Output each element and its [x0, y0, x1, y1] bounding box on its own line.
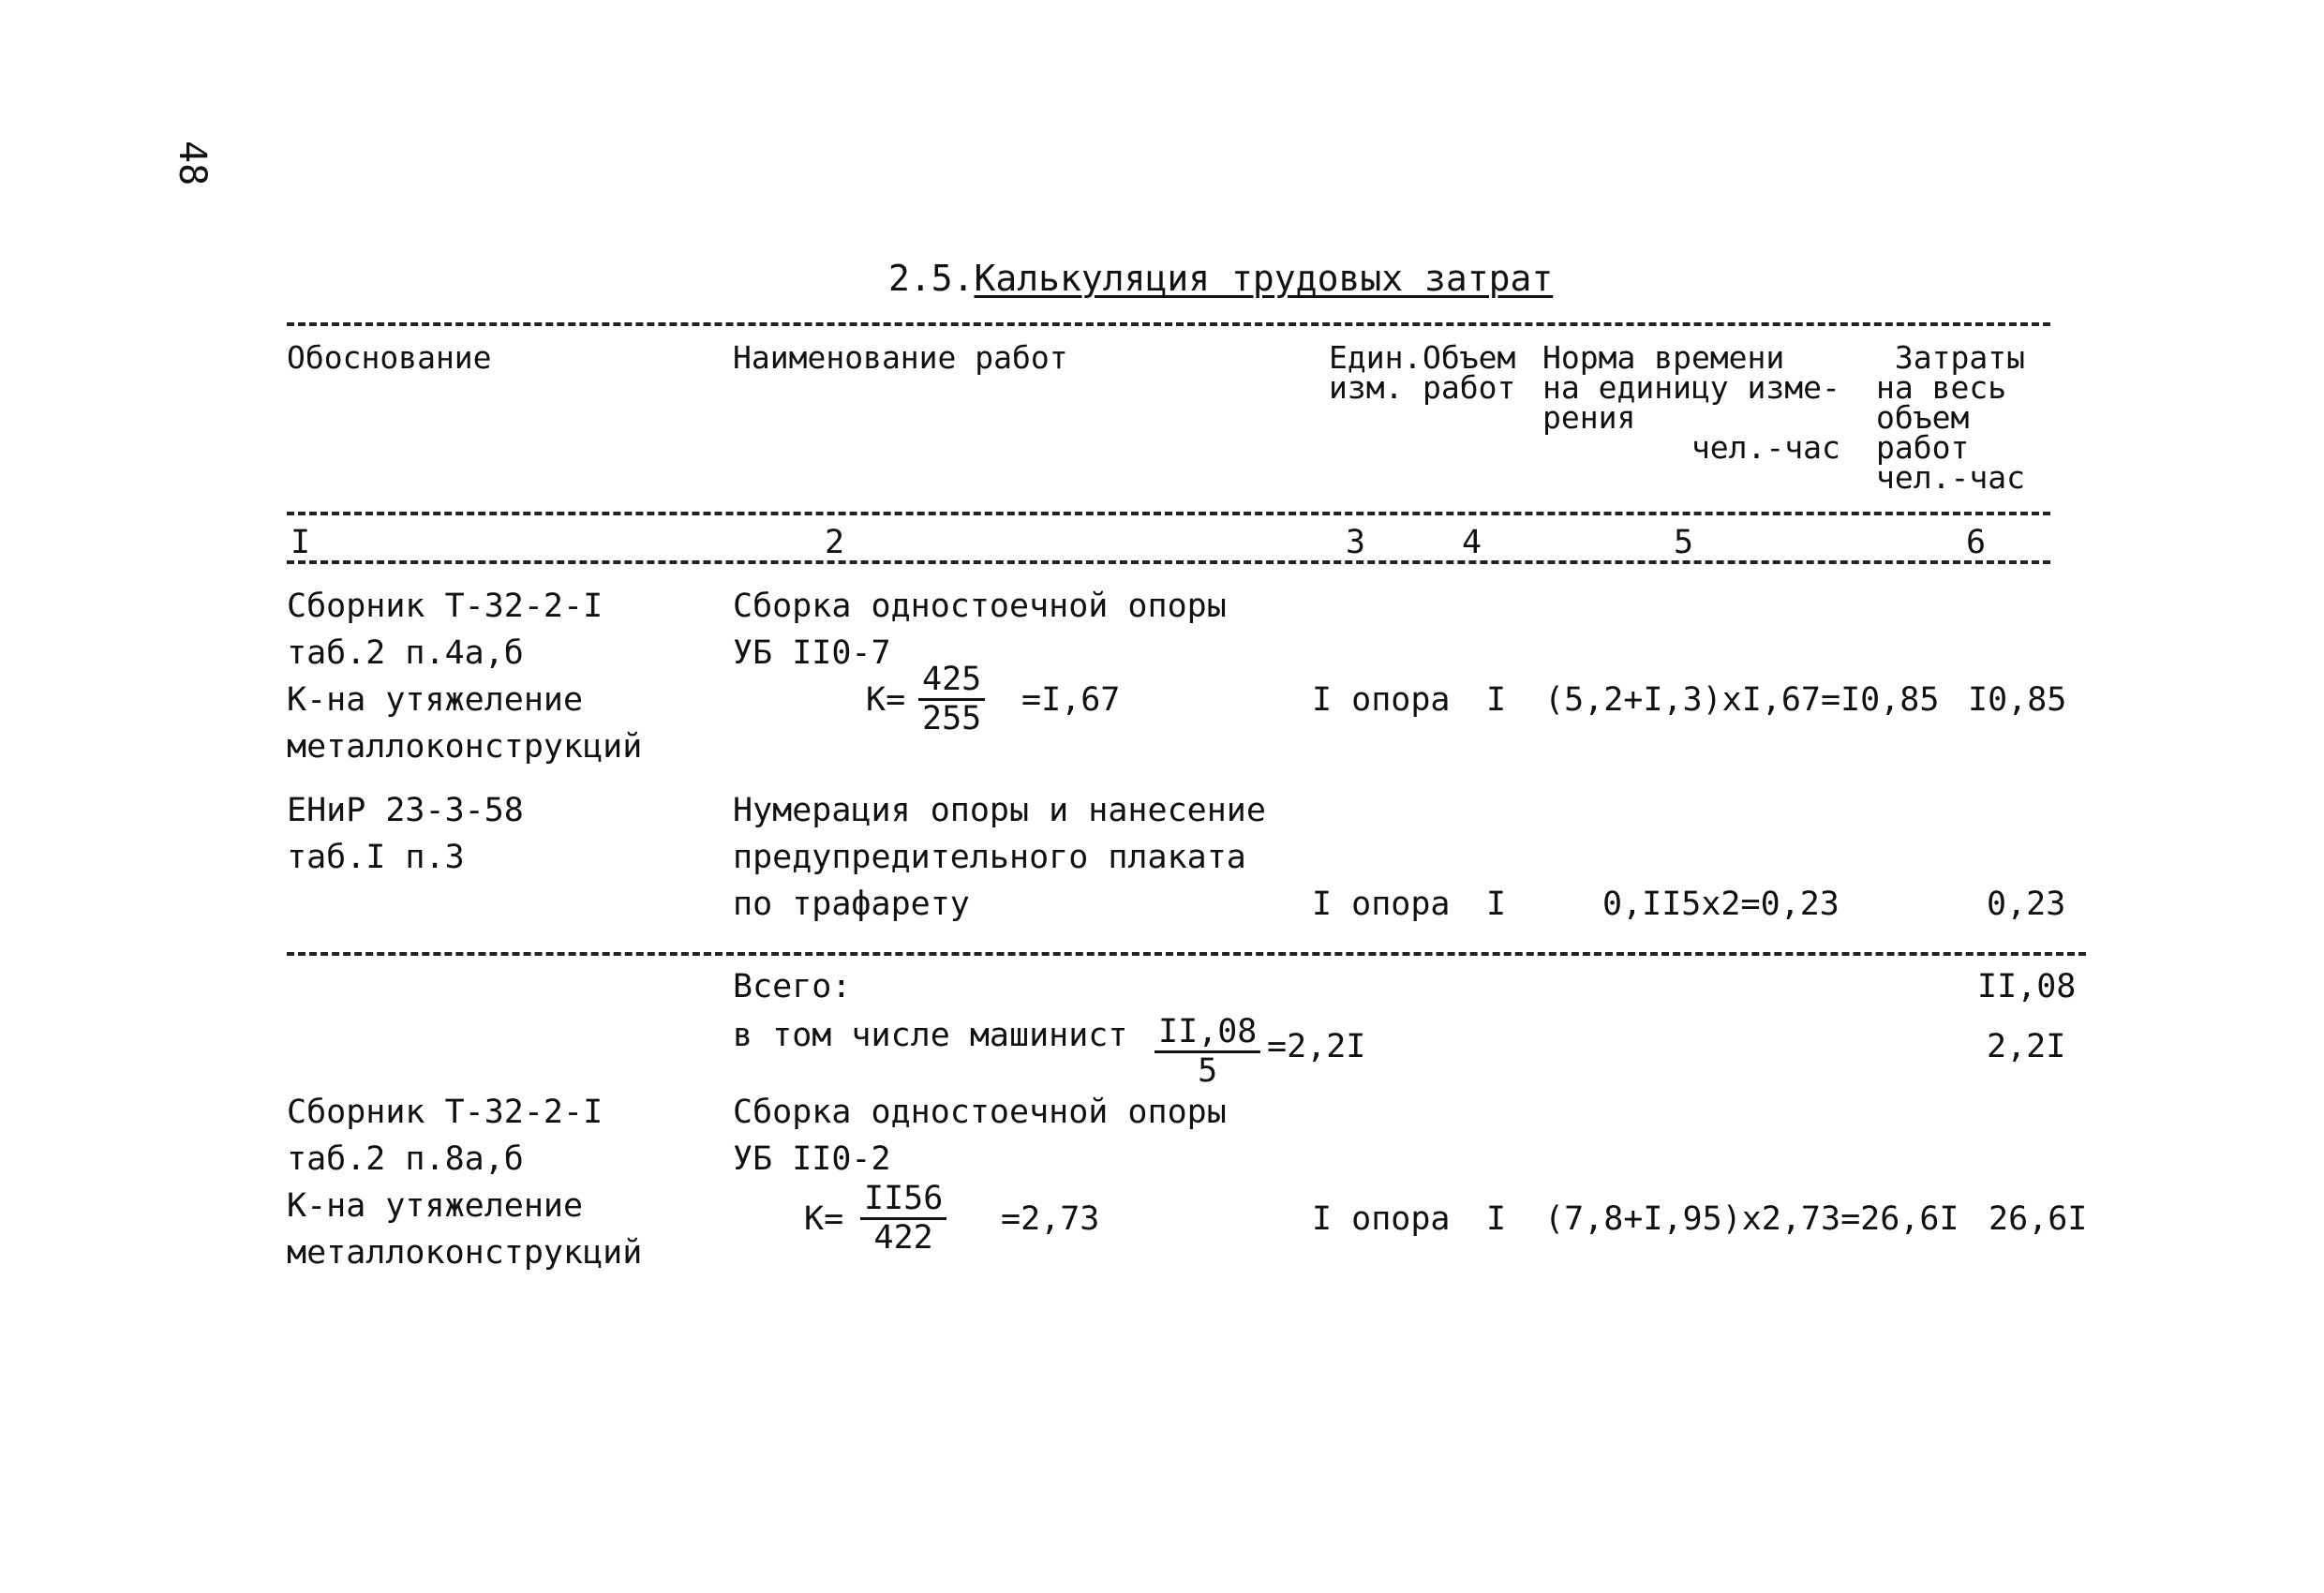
total-incl-label: в том числе машинист	[733, 1017, 1128, 1054]
row1-k-result: =I,67	[1021, 681, 1121, 719]
row3-work-2: УБ II0-2	[733, 1140, 891, 1178]
row3-k-numerator: II56	[860, 1183, 946, 1220]
row1-basis-2: таб.2 п.4а,б	[287, 634, 524, 672]
row1-basis-1: Сборник Т-32-2-I	[287, 588, 603, 625]
header-basis: Обоснование	[287, 339, 492, 376]
total-value: II,08	[1977, 968, 2077, 1005]
row3-k-fraction	[860, 1180, 946, 1257]
row1-unit: I опора	[1312, 681, 1451, 719]
header-cost: Затраты на весь объем работ чел.-час	[1876, 339, 2025, 496]
page-number: 48	[171, 141, 214, 186]
col-number-2: 2	[825, 524, 845, 561]
table-top-rule	[287, 322, 2050, 326]
row3-k-result: =2,73	[1001, 1200, 1100, 1238]
row3-k-denominator: 422	[873, 1219, 933, 1257]
row2-volume: I	[1486, 886, 1507, 923]
row3-k-label: К=	[804, 1200, 844, 1238]
row3-basis-1: Сборник Т-32-2-I	[287, 1094, 603, 1131]
row1-cost: I0,85	[1968, 681, 2067, 719]
total-incl-denominator: 5	[1198, 1052, 1218, 1090]
row1-basis-4: металлоконструкций	[287, 728, 643, 766]
total-incl-fraction	[1155, 1013, 1260, 1090]
row1-basis-3: К-на утяжеление	[287, 681, 584, 719]
row1-k-numerator: 425	[918, 663, 985, 701]
row3-work-1: Сборка одностоечной опоры	[733, 1094, 1227, 1131]
col-number-4: 4	[1462, 524, 1482, 561]
col-number-1: I	[290, 524, 311, 561]
section-title-text: Калькуляция трудовых затрат	[974, 258, 1554, 299]
total-rule	[287, 952, 2086, 956]
row3-volume: I	[1486, 1200, 1507, 1238]
header-norm: Норма времени на единицу изме- рения чел.-час	[1542, 339, 1840, 466]
row2-cost: 0,23	[1987, 886, 2066, 923]
header-rule	[287, 512, 2050, 515]
total-incl-result: =2,2I	[1267, 1028, 1366, 1065]
header-volume: Объем работ	[1423, 339, 1516, 406]
row3-unit: I опора	[1312, 1200, 1451, 1238]
row1-k-denominator: 255	[922, 700, 982, 737]
total-incl-numerator: II,08	[1155, 1016, 1260, 1053]
row2-norm: 0,II5x2=0,23	[1602, 886, 1840, 923]
header-work-name: Наименование работ	[733, 339, 1068, 376]
row2-basis-1: ЕНиР 23-3-58	[287, 792, 524, 829]
col-number-rule	[287, 560, 2050, 564]
row3-basis-4: металлоконструкций	[287, 1234, 643, 1272]
col-number-3: 3	[1346, 524, 1366, 561]
row1-work-2: УБ II0-7	[733, 634, 891, 672]
row2-work-2: предупредительного плаката	[733, 839, 1246, 876]
row2-work-3: по трафарету	[733, 886, 970, 923]
row3-basis-3: К-на утяжеление	[287, 1187, 584, 1225]
row1-volume: I	[1486, 681, 1507, 719]
row2-basis-2: таб.I п.3	[287, 839, 465, 876]
col-number-5: 5	[1674, 524, 1694, 561]
row1-k-label: К=	[866, 681, 906, 719]
row1-norm: (5,2+I,3)xI,67=I0,85	[1544, 681, 1940, 719]
section-number: 2.5.	[888, 258, 975, 299]
col-number-6: 6	[1966, 524, 1987, 561]
row3-basis-2: таб.2 п.8а,б	[287, 1140, 524, 1178]
row3-cost: 26,6I	[1989, 1200, 2088, 1238]
section-title	[888, 258, 1554, 299]
header-unit: Един. изм.	[1329, 339, 1423, 406]
total-incl-value: 2,2I	[1987, 1028, 2066, 1065]
total-label: Всего:	[733, 968, 852, 1005]
row1-k-fraction	[918, 663, 985, 736]
row2-unit: I опора	[1312, 886, 1451, 923]
row1-work-1: Сборка одностоечной опоры	[733, 588, 1227, 625]
row2-work-1: Нумерация опоры и нанесение	[733, 792, 1266, 829]
row3-norm: (7,8+I,95)x2,73=26,6I	[1544, 1200, 1959, 1238]
